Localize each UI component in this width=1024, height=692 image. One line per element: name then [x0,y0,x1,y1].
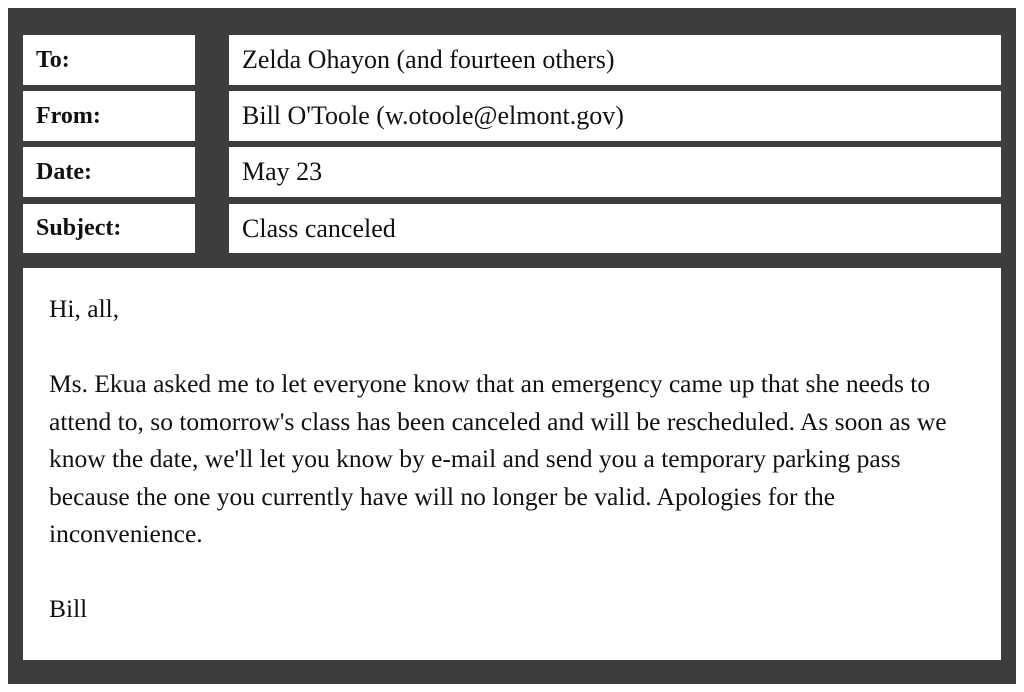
email-card [8,8,1016,684]
date-label: Date: [23,147,195,197]
subject-value: Class canceled [229,204,1001,253]
spacer [49,328,981,366]
from-label: From: [23,91,195,141]
from-value: Bill O'Toole (w.otoole@elmont.gov) [229,91,1001,141]
message-paragraph: Ms. Ekua asked me to let everyone know that an emergency came up that she needs to attend to, so tomorrow's class has been canceled and will be rescheduled. As soon as we know the date, we'll let you know by e-mail and send you a temporary parking pass because the one you currently have will no longer be valid. Apologies for the inconvenience. [49,369,947,548]
message-body [23,268,1001,660]
greeting: Hi, all, [49,294,120,323]
to-label: To: [23,35,195,85]
date-value: May 23 [229,147,1001,197]
subject-label: Subject: [23,204,195,253]
signature: Bill [49,594,88,623]
spacer [49,553,981,591]
to-value: Zelda Ohayon (and fourteen others) [229,35,1001,85]
